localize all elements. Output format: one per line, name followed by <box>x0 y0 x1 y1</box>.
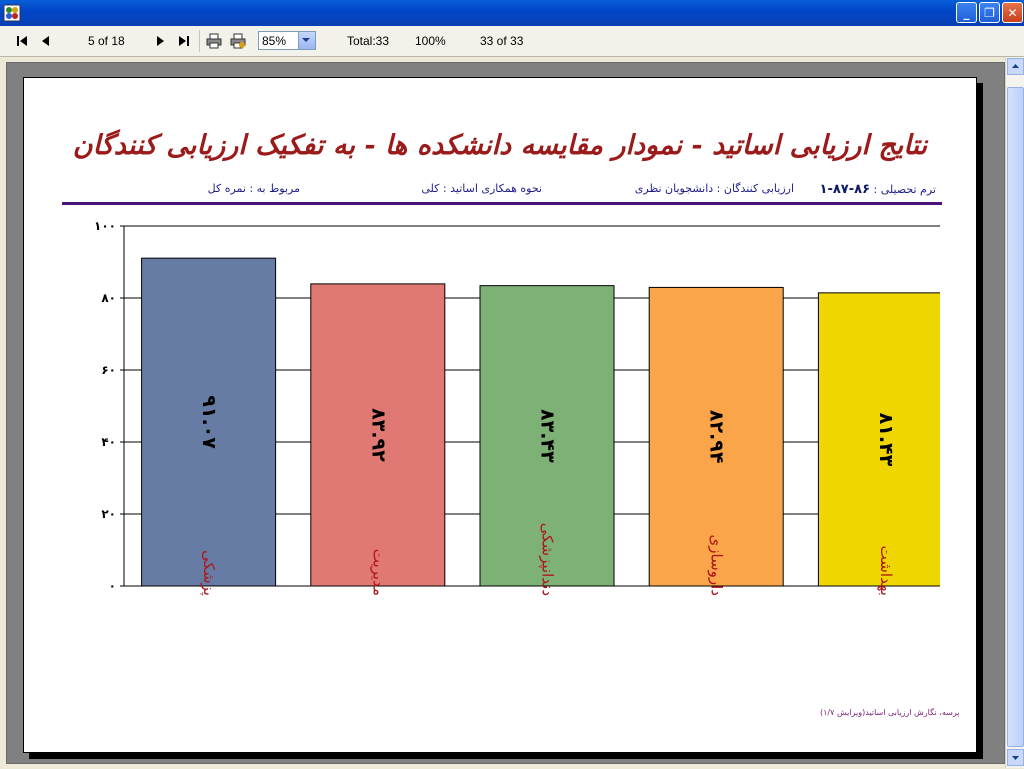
bar-value-label: ۹۱.۰۷ <box>198 395 221 449</box>
percent-complete: 100% <box>415 34 446 48</box>
x-category-label: دندانپزشکی <box>538 522 557 596</box>
y-tick-label: ۰ <box>108 579 116 593</box>
bar-value-label: ۸۱.۴۳ <box>874 412 897 467</box>
scroll-up-icon <box>1008 59 1023 74</box>
window-title-bar <box>0 0 1024 26</box>
app-icon[interactable] <box>3 4 21 22</box>
scroll-thumb[interactable] <box>1007 87 1024 747</box>
previous-page-icon <box>40 35 52 47</box>
report-page <box>23 77 977 753</box>
header-divider <box>62 202 942 205</box>
last-page-button[interactable] <box>174 31 194 51</box>
last-page-icon <box>178 35 190 47</box>
report-viewport <box>6 62 1005 764</box>
record-status: 33 of 33 <box>480 34 524 48</box>
previous-page-button[interactable] <box>36 31 56 51</box>
bar-value-label: ۸۳.۹۲ <box>367 408 390 462</box>
next-page-icon <box>154 35 166 47</box>
report-footnote: پرسه، نگارش ارزیابی اساتید(ویرایش ۱/۷) <box>820 708 960 717</box>
x-category-label: داروسازی <box>707 534 726 596</box>
term-label: ترم تحصیلی : <box>873 183 936 196</box>
term-info <box>820 182 936 197</box>
next-page-button[interactable] <box>150 31 170 51</box>
y-tick-label: ۱۰۰ <box>94 219 116 233</box>
scroll-down-button[interactable] <box>1007 749 1024 766</box>
vertical-scrollbar[interactable] <box>1005 57 1024 768</box>
term-value: ۸۶-۸۷-۱ <box>819 182 871 197</box>
zoom-dropdown-button[interactable] <box>298 32 315 49</box>
related-to-info: مربوط به : نمره کل <box>207 182 300 195</box>
minimize-button[interactable]: _ <box>956 2 977 23</box>
x-category-label: مدیریت <box>369 548 388 596</box>
scroll-down-icon <box>1008 750 1023 765</box>
scroll-up-button[interactable] <box>1007 58 1024 75</box>
y-tick-label: ۴۰ <box>101 435 116 449</box>
bar-value-label: ۸۳.۴۳ <box>536 409 559 463</box>
total-records: Total:33 <box>347 34 390 48</box>
close-button[interactable]: ✕ <box>1002 2 1023 23</box>
toolbar-separator <box>199 30 200 52</box>
bar-chart <box>60 218 940 688</box>
restore-button[interactable]: ❐ <box>979 2 1000 23</box>
y-tick-label: ۸۰ <box>101 291 116 305</box>
x-category-label: بهداشت <box>876 545 895 596</box>
print-setup-button[interactable] <box>228 31 248 51</box>
zoom-value: 85% <box>262 34 287 48</box>
printer-icon <box>206 33 222 49</box>
x-category-label: پزشکی <box>200 550 219 596</box>
page-status: 5 of 18 <box>88 34 125 48</box>
evaluators-info: ارزیابی کنندگان : دانشجویان نظری <box>634 182 794 195</box>
report-toolbar <box>0 26 1024 57</box>
first-page-icon <box>16 35 28 47</box>
report-title: نتایج ارزیابی اساتید - نمودار مقایسه دانشکده ها - به تفکیک ارزیابی کنندگان <box>72 130 928 161</box>
first-page-button[interactable] <box>12 31 32 51</box>
bar-value-label: ۸۲.۹۴ <box>705 409 728 464</box>
cooperation-info: نحوه همکاری اساتید : کلی <box>421 182 542 195</box>
y-tick-label: ۶۰ <box>101 363 116 377</box>
chevron-down-icon <box>299 32 313 48</box>
y-tick-label: ۲۰ <box>101 507 116 521</box>
print-setup-icon <box>230 33 246 49</box>
zoom-select[interactable] <box>258 31 316 50</box>
print-button[interactable] <box>204 31 224 51</box>
